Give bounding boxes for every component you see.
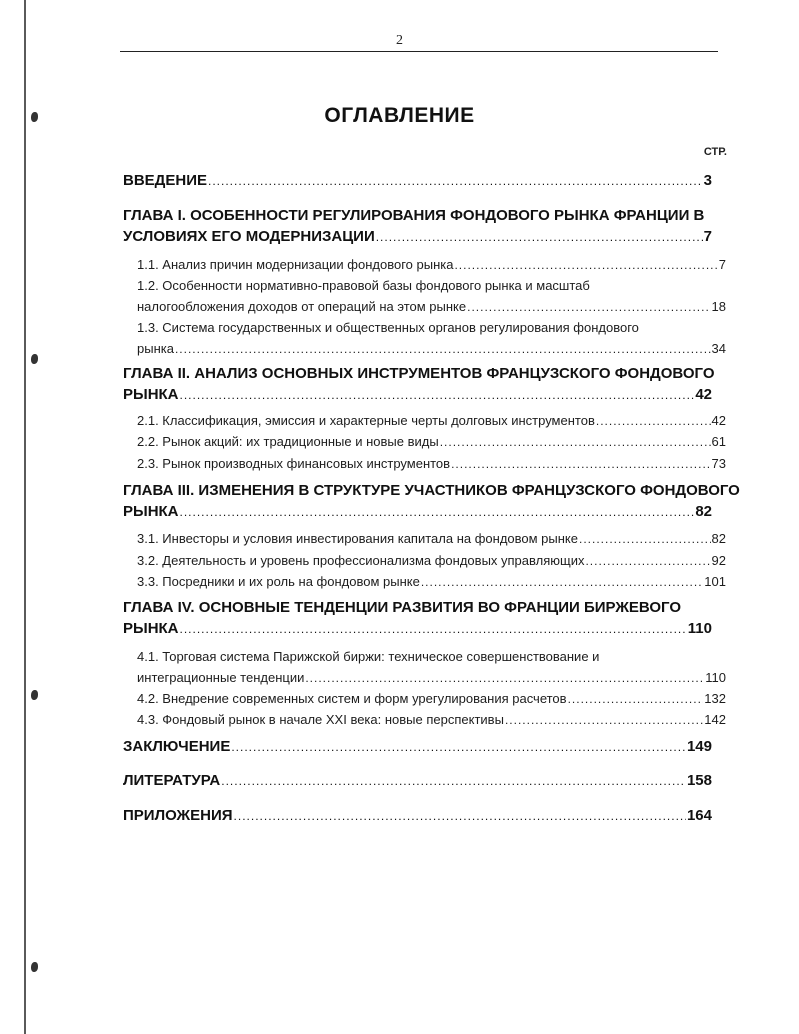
toc-entry-title: ЗАКЛЮЧЕНИЕ: [123, 738, 231, 755]
toc-entry-section-4-1[interactable]: [123, 646, 726, 689]
toc-entry-section-1-2[interactable]: [123, 275, 726, 318]
toc-entry-page: 142: [704, 712, 726, 727]
toc-entry-page: 101: [704, 574, 726, 589]
toc-entry-page: 164: [686, 807, 712, 824]
leader-dots: [221, 771, 686, 792]
scan-left-edge: [24, 0, 26, 1034]
toc-entry-section-2-2[interactable]: [123, 431, 726, 453]
leader-dots: [440, 432, 711, 453]
leader-dots: [305, 668, 704, 689]
toc-entry-page: 110: [687, 620, 712, 637]
toc-entry-title: ГЛАВА II. АНАЛИЗ ОСНОВНЫХ ИНСТРУМЕНТОВ ФРАНЦУЗСКОГО ФОНДОВОГО: [123, 365, 715, 382]
leader-dots: [175, 339, 711, 360]
toc-entry-page: 61: [711, 434, 726, 449]
leader-dots: [467, 297, 710, 318]
leader-dots: [585, 551, 710, 572]
toc-entry-title: 3.1. Инвесторы и условия инвестирования капитала на фондовом рынке: [137, 531, 578, 546]
toc-entry-chapter-2[interactable]: [123, 363, 715, 406]
binding-hole-mark: [31, 962, 38, 972]
toc-entry-page: 42: [711, 413, 726, 428]
leader-dots: [180, 385, 695, 406]
binding-hole-mark: [31, 690, 38, 700]
toc-entry-title: 3.3. Посредники и их роль на фондовом рынке: [137, 574, 420, 589]
toc-entry-literature[interactable]: [123, 770, 712, 792]
toc-entry-section-3-2[interactable]: [123, 550, 726, 572]
toc-entry-chapter-1[interactable]: [123, 205, 712, 248]
toc-entry-title: ПРИЛОЖЕНИЯ: [123, 807, 233, 824]
leader-dots: [180, 502, 695, 523]
leader-dots: [579, 529, 711, 550]
toc-entry-page: 110: [705, 670, 726, 685]
toc-entry-title: 2.3. Рынок производных финансовых инструментов: [137, 456, 451, 471]
toc-entry-title: 1.1. Анализ причин модернизации фондового рынка: [137, 257, 454, 272]
binding-hole-mark: [31, 354, 38, 364]
toc-entry-title: 1.2. Особенности нормативно-правовой базы фондового рынка и масштаб: [137, 278, 590, 293]
toc-entry-page: 132: [704, 691, 726, 706]
toc-entry-chapter-3[interactable]: [123, 480, 740, 523]
toc-entry-section-2-3[interactable]: [123, 453, 726, 475]
toc-entry-page: 158: [686, 772, 712, 789]
toc-entry-page: 34: [711, 341, 726, 356]
toc-entry-page: 92: [711, 553, 726, 568]
leader-dots: [208, 171, 703, 192]
toc-entry-title: ГЛАВА I. ОСОБЕННОСТИ РЕГУЛИРОВАНИЯ ФОНДОВОГО РЫНКА ФРАНЦИИ В: [123, 207, 705, 224]
leader-dots: [568, 689, 704, 710]
leader-dots: [451, 454, 710, 475]
toc-entry-title: ГЛАВА III. ИЗМЕНЕНИЯ В СТРУКТУРЕ УЧАСТНИКОВ ФРАНЦУЗСКОГО ФОНДОВОГО: [123, 482, 740, 499]
page-number: 2: [396, 33, 403, 48]
toc-entry-title: 4.2. Внедрение современных систем и форм урегулирования расчетов: [137, 691, 567, 706]
leader-dots: [234, 806, 686, 827]
toc-entry-section-1-3[interactable]: [123, 317, 726, 360]
toc-entry-introduction[interactable]: [123, 170, 712, 192]
toc-entry-title: 1.3. Система государственных и общественных органов регулирования фондового: [137, 320, 639, 335]
page-column-label: СТР.: [703, 146, 727, 158]
toc-entry-page: 42: [695, 386, 712, 403]
toc-entry-title-cont: УСЛОВИЯХ ЕГО МОДЕРНИЗАЦИИ: [123, 228, 375, 245]
toc-entry-title: 4.1. Торговая система Парижской биржи: техническое совершенствование и: [137, 649, 600, 664]
toc-entry-page: 73: [711, 456, 726, 471]
toc-entry-title: 2.2. Рынок акций: их традиционные и новые виды: [137, 434, 439, 449]
toc-entry-title-cont: РЫНКА: [123, 620, 179, 637]
toc-entry-title-cont: РЫНКА: [123, 503, 179, 520]
page-title: ОГЛАВЛЕНИЕ: [324, 104, 475, 127]
leader-dots: [454, 255, 717, 276]
toc-entry-section-1-1[interactable]: [123, 254, 726, 276]
toc-entry-title-cont: рынка: [137, 341, 174, 356]
toc-entry-title: ГЛАВА IV. ОСНОВНЫЕ ТЕНДЕНЦИИ РАЗВИТИЯ ВО ФРАНЦИИ БИРЖЕВОГО: [123, 599, 682, 616]
toc-entry-section-3-1[interactable]: [123, 528, 726, 550]
toc-entry-title: 4.3. Фондовый рынок в начале XXI века: новые перспективы: [137, 712, 504, 727]
toc-entry-title: ВВЕДЕНИЕ: [123, 172, 207, 189]
toc-entry-title-cont: РЫНКА: [123, 386, 179, 403]
toc-entry-title-cont: налогообложения доходов от операций на этом рынке: [137, 299, 467, 314]
leader-dots: [505, 710, 703, 731]
leader-dots: [231, 737, 686, 758]
toc-entry-section-3-3[interactable]: [123, 571, 726, 593]
toc-entry-section-2-1[interactable]: [123, 410, 726, 432]
toc-entry-conclusion[interactable]: [123, 736, 712, 758]
leader-dots: [180, 619, 687, 640]
toc-entry-title: 3.2. Деятельность и уровень профессионализма фондовых управляющих: [137, 553, 585, 568]
toc-entry-section-4-3[interactable]: [123, 709, 726, 731]
toc-entry-chapter-4[interactable]: [123, 597, 712, 640]
header-rule: [120, 51, 718, 52]
toc-entry-title-cont: интеграционные тенденции: [137, 670, 305, 685]
toc-entry-page: 7: [703, 228, 712, 245]
toc-entry-appendices[interactable]: [123, 805, 712, 827]
toc-entry-page: 82: [711, 531, 726, 546]
toc-entry-page: 82: [695, 503, 712, 520]
leader-dots: [596, 411, 711, 432]
toc-entry-page: 149: [686, 738, 712, 755]
toc-entry-page: 7: [718, 257, 726, 272]
leader-dots: [421, 572, 703, 593]
toc-entry-section-4-2[interactable]: [123, 688, 726, 710]
toc-entry-title: 2.1. Классификация, эмиссия и характерные черты долговых инструментов: [137, 413, 595, 428]
toc-entry-title: ЛИТЕРАТУРА: [123, 772, 221, 789]
toc-entry-page: 18: [711, 299, 726, 314]
leader-dots: [376, 227, 703, 248]
toc-entry-page: 3: [703, 172, 712, 189]
